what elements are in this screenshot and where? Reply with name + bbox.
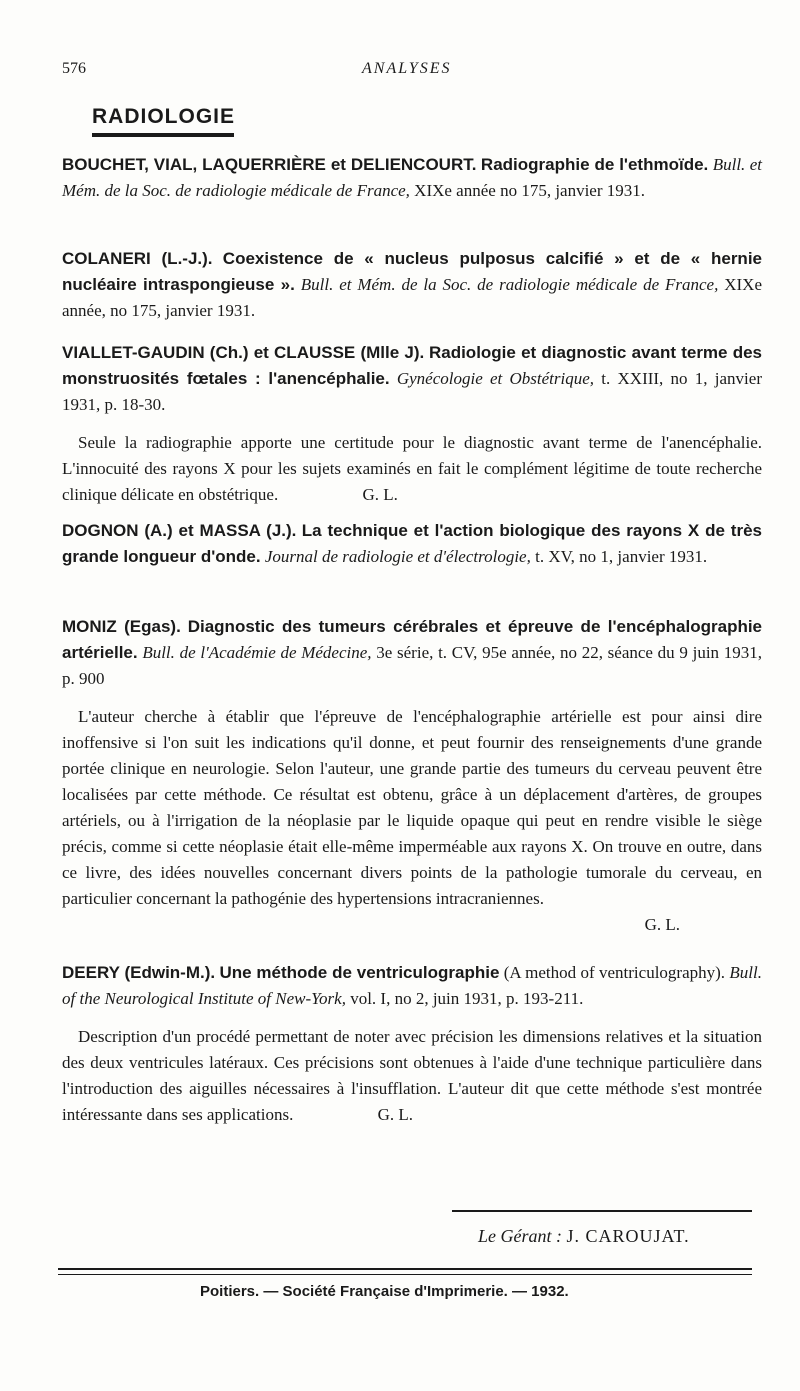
footer-rule (58, 1268, 752, 1270)
entry-abstract (62, 430, 762, 508)
gerant-name: J. CAROUJAT. (566, 1226, 690, 1246)
bibliography-entry (62, 152, 762, 204)
entry-source: Bull. of the Neurological Institute of New-York, (62, 963, 762, 1008)
entry-authors: BOUCHET, VIAL, LAQUERRIÈRE et DELIENCOURT. (62, 155, 477, 174)
entry-details: XIXe année, no 175, janvier 1931. (62, 275, 762, 320)
printer-imprint: Poitiers. — Société Française d'Imprimerie. — 1932. (200, 1283, 569, 1300)
gerant-line (478, 1226, 690, 1247)
entry-details: 3e série, t. CV, 95e année, no 22, séance du 9 juin 1931, p. 900 (62, 643, 763, 688)
abstract-text: Description d'un procédé permettant de noter avec précision les dimensions relatives et la situation des deux ventricules latéraux. Ces précisions sont obtenues à l'aide d'une technique particulière dans l'introduction des aiguilles nécessaires à l'insufflation. L'auteur dit que cette méthode s'est montrée intéressante dans ses applications. (62, 1027, 762, 1124)
abstract-signature: G. L. (377, 1105, 413, 1124)
bibliography-entry (62, 614, 762, 938)
section-underline (92, 133, 234, 137)
entry-reference (62, 614, 762, 692)
entry-details: XIXe année no 175, janvier 1931. (414, 181, 646, 200)
entry-source: Bull. et Mém. de la Soc. de radiologie médicale de France, (300, 275, 719, 294)
entry-authors: MONIZ (Egas). (62, 617, 181, 636)
footer-rule-thin (58, 1274, 752, 1275)
entry-reference (62, 246, 762, 324)
bibliography-entry (62, 960, 762, 1128)
entry-abstract (62, 1024, 762, 1128)
entry-authors: DEERY (Edwin-M.). (62, 963, 216, 982)
running-head (62, 60, 760, 84)
entry-title: Coexistence de « nucleus pulposus calcifié » et de « hernie nucléaire intraspongieuse ». (62, 249, 762, 294)
entry-details: t. XXIII, no 1, janvier 1931, p. 18-30. (62, 369, 762, 414)
entry-authors: COLANERI (L.-J.). (62, 249, 213, 268)
entry-title: Diagnostic des tumeurs cérébrales et épreuve de l'encéphalographie artérielle. (62, 617, 763, 662)
abstract-signature: G. L. (644, 915, 680, 934)
entry-abstract (62, 704, 762, 912)
abstract-signature: G. L. (362, 485, 398, 504)
entry-title: Une méthode de ventriculographie (219, 963, 500, 982)
abstract-text: Seule la radiographie apporte une certitude pour le diagnostic avant terme de l'anencéphalie. L'innocuité des rayons X pour les sujets examinés en fait le complément légitime de toute recherche clinique délicate en obstétrique. (62, 433, 762, 504)
entry-title: Radiographie de l'ethmoïde. (480, 155, 709, 174)
entry-authors: DOGNON (A.) et MASSA (J.). (62, 521, 297, 540)
page-number: 576 (62, 60, 86, 77)
gerant-rule (452, 1210, 752, 1212)
entry-reference (62, 340, 762, 418)
entry-details: t. XV, no 1, janvier 1931. (535, 547, 708, 566)
entry-reference (62, 960, 762, 1012)
entry-authors: VIALLET-GAUDIN (Ch.) et CLAUSSE (Mlle J). (62, 343, 425, 362)
entry-source: Bull. et Mém. de la Soc. de radiologie médicale de France, (62, 155, 763, 200)
bibliography-entry (62, 340, 762, 508)
section-title: RADIOLOGIE (92, 105, 236, 128)
entry-source: Gynécologie et Obstétrique, (396, 369, 595, 388)
entry-source: Bull. de l'Académie de Médecine, (142, 643, 372, 662)
entry-translation: (A method of ventriculography). (503, 963, 726, 982)
entry-title: Radiologie et diagnostic avant terme des monstruosités fœtales : l'anencéphalie. (62, 343, 762, 388)
entry-title: La technique et l'action biologique des rayons X de très grande longueur d'onde. (62, 521, 762, 566)
bibliography-entry (62, 518, 762, 570)
abstract-text: L'auteur cherche à établir que l'épreuve de l'encéphalographie artérielle est pour ainsi dire inoffensive si l'on suit les indications qu'il donne, et peut fournir des renseignements d'une grande portée clinique en neurologie. Selon l'auteur, une grande partie des tumeurs du cerveau peuvent être localisées par cette méthode. Ce résultat est obtenu, grâce à un déplacement d'artères, de groupes artériels, ou à l'irrigation de la néoplasie par le liquide opaque qui peut en rendre visible le siège précis, comme si cette néoplasie était elle-même imperméable aux rayons X. On trouve en outre, dans ce livre, des idées nouvelles concernant divers points de la pathologie tumorale du cerveau, en particulier concernant la pathogénie des hypertensions intracraniennes. (62, 707, 762, 908)
entry-details: vol. I, no 2, juin 1931, p. 193-211. (350, 989, 584, 1008)
gerant-label: Le Gérant : (478, 1226, 562, 1246)
entry-reference (62, 518, 762, 570)
bibliography-entry (62, 246, 762, 324)
entry-reference (62, 152, 762, 204)
running-title: ANALYSES (362, 60, 452, 77)
entry-source: Journal de radiologie et d'électrologie, (264, 547, 531, 566)
